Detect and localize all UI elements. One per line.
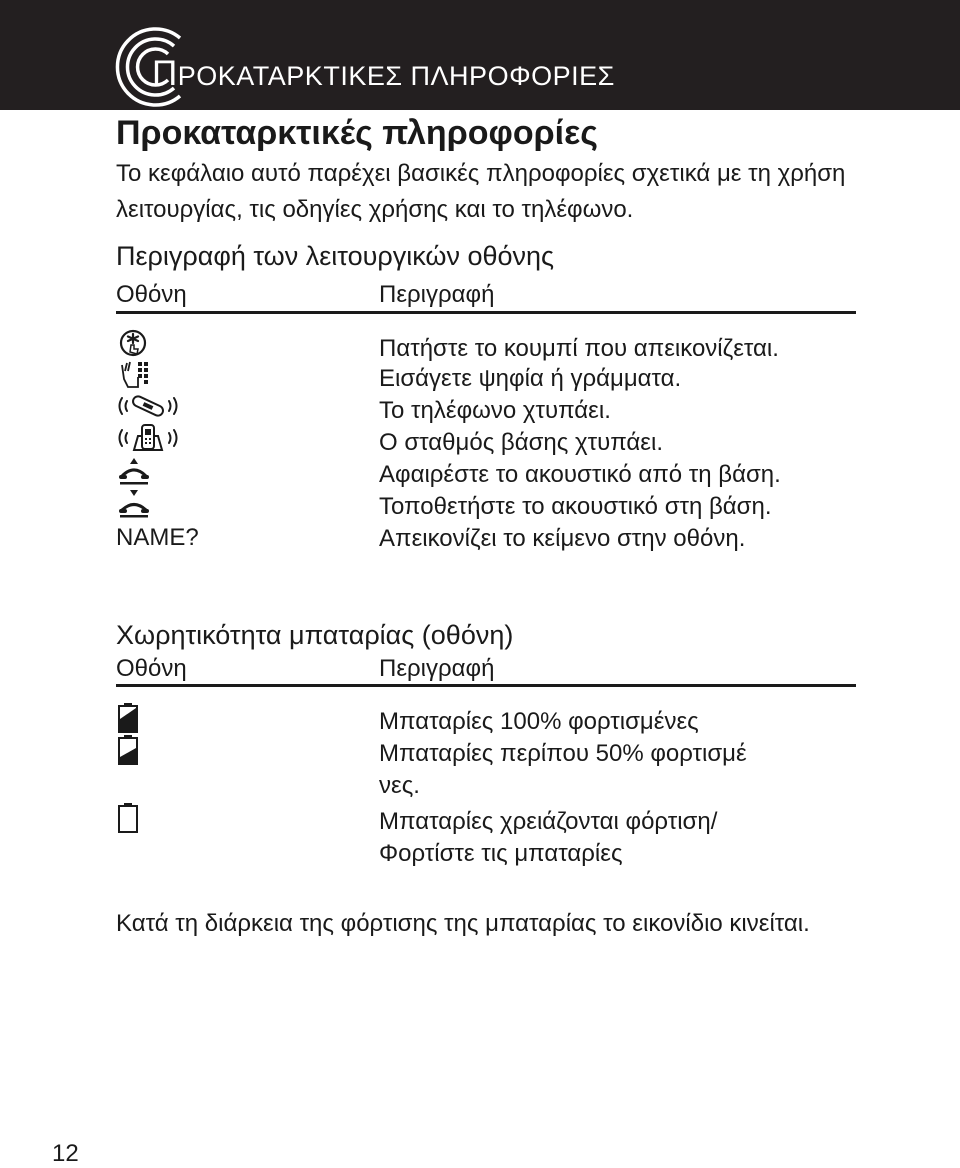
display-text-sample: NAME? bbox=[116, 524, 199, 551]
page-number: 12 bbox=[52, 1140, 79, 1167]
keypad-entry-icon bbox=[116, 359, 196, 389]
screens-row-description: Εισάγετε ψηφία ή γράμματα. bbox=[379, 365, 682, 392]
battery-full-icon bbox=[116, 702, 196, 732]
screens-section-title: Περιγραφή των λειτουργικών οθόνης bbox=[116, 241, 555, 271]
screens-col-description: Περιγραφή bbox=[379, 281, 495, 308]
phone-ringing-icon bbox=[116, 391, 196, 421]
screens-row-description: Απεικονίζει το κείμενο στην οθόνη. bbox=[379, 525, 746, 552]
battery-row-description: Μπαταρίες περίπου 50% φορτισμέ νες. bbox=[379, 740, 747, 799]
battery-empty-icon bbox=[116, 802, 196, 832]
lift-handset-icon bbox=[116, 457, 196, 487]
battery-col-description: Περιγραφή bbox=[379, 655, 495, 682]
battery-row-description: Μπαταρίες 100% φορτισμένες bbox=[379, 708, 699, 735]
chapter-header-title: ΠΡΟΚΑΤΑΡΚΤΙΚΕΣ ΠΛΗΡΟΦΟΡΙΕΣ bbox=[152, 54, 615, 93]
place-handset-icon bbox=[116, 489, 196, 519]
battery-col-screen: Οθόνη bbox=[116, 655, 187, 682]
intro-paragraph: Το κεφάλαιο αυτό παρέχει βασικές πληροφορίες σχετικά με τη χρήση λειτουργίας, τις οδηγίες χρήσης και το τηλέφωνο. bbox=[116, 160, 846, 223]
screens-col-screen: Οθόνη bbox=[116, 281, 187, 308]
charging-footnote: Κατά τη διάρκεια της φόρτισης της μπαταρίας το εικονίδιο κινείται. bbox=[116, 910, 810, 937]
screens-row-description: Τοποθετήστε το ακουστικό στη βάση. bbox=[379, 493, 772, 520]
screens-row-description: Ο σταθμός βάσης χτυπάει. bbox=[379, 429, 663, 456]
screens-row-description: Πατήστε το κουμπί που απεικονίζεται. bbox=[379, 335, 779, 362]
battery-row-description: Μπαταρίες χρειάζονται φόρτιση/ Φορτίστε τις μπαταρίες bbox=[379, 808, 718, 867]
screens-row-description: Το τηλέφωνο χτυπάει. bbox=[379, 397, 611, 424]
screens-table-rule bbox=[116, 311, 856, 314]
battery-section-title: Χωρητικότητα μπαταρίας (οθόνη) bbox=[116, 620, 514, 650]
screens-row-description: Αφαιρέστε το ακουστικό από τη βάση. bbox=[379, 461, 781, 488]
battery-half-icon bbox=[116, 734, 196, 764]
page-heading: Προκαταρκτικές πληροφορίες bbox=[116, 114, 598, 152]
press-key-icon bbox=[116, 328, 196, 358]
base-ringing-icon bbox=[116, 422, 196, 452]
battery-table-rule bbox=[116, 684, 856, 687]
